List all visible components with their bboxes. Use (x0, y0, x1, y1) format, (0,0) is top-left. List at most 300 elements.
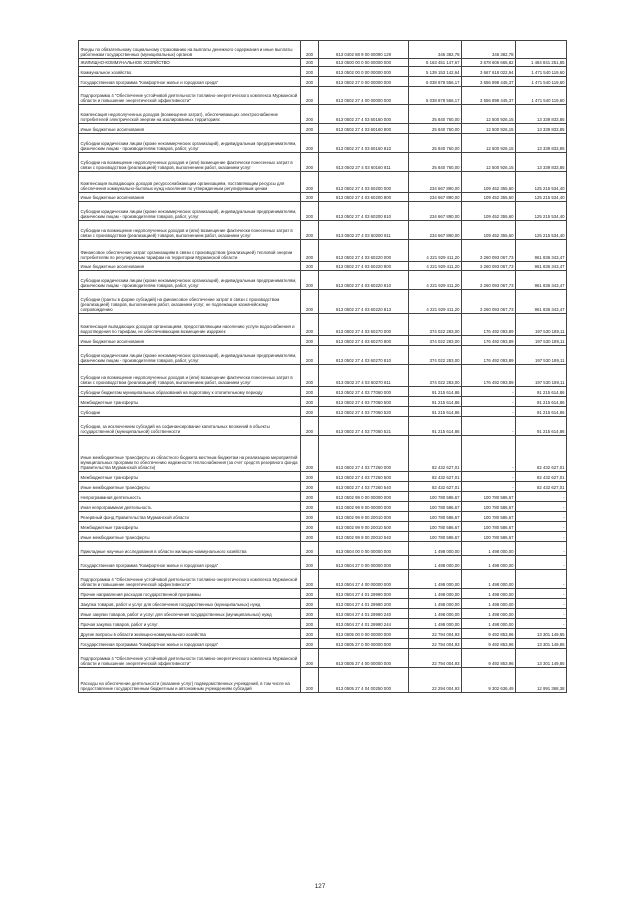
row-code-cell: 813 0502 99 9 00 00000 000 (319, 502, 409, 512)
row-unexecuted-amount-cell: - (516, 512, 567, 522)
row-name-cell: Субсидии юридическим лицам (кроме некоммерческих организаций), индивидуальным предпринимателям, физическим лицам - производителям товаров, работ, услуг (79, 134, 301, 153)
row-executed-amount-cell: 176 492 093,89 (462, 365, 516, 387)
row-code-cell: 813 0504 27 4 00 00000 000 (319, 570, 409, 589)
table-row (79, 77, 567, 87)
row-name-cell: Субсидии на возмещение недополученных доходов и (или) возмещение фактически понесенных затрат в связи с производством (реализацией) товаров, выполнением работ, оказанием услуг (79, 221, 301, 240)
row-name-cell: Субсидии юридическим лицам (кроме некоммерческих организаций), индивидуальным предпринимателям, физическим лицам - производителям товаров, работ, услуг (79, 271, 301, 290)
row-approved-amount-cell: 25 840 760,00 (409, 124, 462, 134)
row-executed-amount-cell: 9 492 853,96 (462, 629, 516, 639)
row-code-cell: 813 0500 00 0 00 00000 000 (319, 59, 409, 67)
row-code-cell: 813 0504 27 4 01 29990 200 (319, 599, 409, 609)
row-kvr-cell: 200 (301, 556, 319, 570)
table-row (79, 639, 567, 649)
row-unexecuted-amount-cell: - (516, 492, 567, 502)
row-executed-amount-cell: 9 302 636,49 (462, 668, 516, 693)
row-name-cell: Субсидии, за исключением субсидий на софинансирование капитальных вложений в объекты государственной (муниципальной) собственности (79, 417, 301, 436)
row-executed-amount-cell: 12 500 926,15 (462, 105, 516, 124)
row-unexecuted-amount-cell: 13 301 149,85 (516, 649, 567, 668)
row-code-cell: 813 0505 00 0 00 00000 000 (319, 629, 409, 639)
row-unexecuted-amount-cell: 13 339 833,85 (516, 124, 567, 134)
row-approved-amount-cell: 91 215 614,86 (409, 417, 462, 436)
row-kvr-cell: 200 (301, 609, 319, 619)
row-code-cell: 813 0502 27 4 03 60160 000 (319, 105, 409, 124)
row-executed-amount-cell: 100 780 586,67 (462, 512, 516, 522)
row-executed-amount-cell: 1 498 000,00 (462, 619, 516, 629)
table-row (79, 346, 567, 365)
row-executed-amount-cell: 12 500 926,15 (462, 134, 516, 153)
row-executed-amount-cell: - (462, 472, 516, 482)
row-code-cell: 813 0502 27 4 03 60200 811 (319, 221, 409, 240)
row-kvr-cell: 200 (301, 67, 319, 77)
table-row (79, 397, 567, 407)
row-code-cell: 813 0502 99 9 00 20010 500 (319, 522, 409, 532)
row-kvr-cell: 200 (301, 397, 319, 407)
row-approved-amount-cell: 1 498 000,00 (409, 556, 462, 570)
row-code-cell: 813 0502 27 4 03 77260 500 (319, 472, 409, 482)
row-kvr-cell: 200 (301, 77, 319, 87)
table-row (79, 387, 567, 397)
row-name-cell: Компенсация недополученных доходов (возмещение затрат), обеспечивающих электроснабжение потребителей электрической энергии на изолированных территориях (79, 105, 301, 124)
row-approved-amount-cell: 5 038 878 556,17 (409, 87, 462, 105)
row-name-cell: Фонды по обязательному социальному страхованию на выплаты денежного содержания и иные выплаты работникам государственных (муниципальных) органов (79, 41, 301, 59)
table-row (79, 59, 567, 67)
row-name-cell: Субсидии на возмещение недополученных доходов и (или) возмещение фактически понесенных затрат в связи с производством (реализацией) товаров, выполнением работ, оказанием услуг (79, 153, 301, 172)
row-executed-amount-cell: - (462, 387, 516, 397)
row-name-cell: Субсидии юридическим лицам (кроме некоммерческих организаций), индивидуальным предпринимателям, физическим лицам - производителям товаров, работ, услуг (79, 202, 301, 221)
row-unexecuted-amount-cell: 82 432 627,01 (516, 482, 567, 492)
table-row (79, 407, 567, 417)
row-approved-amount-cell: 100 780 586,67 (409, 512, 462, 522)
row-kvr-cell: 200 (301, 417, 319, 436)
row-code-cell: 813 0502 27 4 03 60270 811 (319, 365, 409, 387)
row-approved-amount-cell: 22 794 004,93 (409, 629, 462, 639)
row-unexecuted-amount-cell: 13 339 833,85 (516, 153, 567, 172)
table-row (79, 589, 567, 599)
row-kvr-cell: 200 (301, 336, 319, 346)
row-approved-amount-cell: 1 498 000,00 (409, 589, 462, 599)
row-approved-amount-cell: 374 022 283,00 (409, 336, 462, 346)
row-kvr-cell: 200 (301, 262, 319, 271)
row-executed-amount-cell: - (462, 417, 516, 436)
row-executed-amount-cell: 3 556 898 445,37 (462, 87, 516, 105)
row-kvr-cell: 200 (301, 124, 319, 134)
row-name-cell: Субсидии юридическим лицам (кроме некоммерческих организаций), индивидуальным предпринимателям, физическим лицам - производителям товаров, работ, услуг (79, 346, 301, 365)
row-executed-amount-cell: 1 498 000,00 (462, 589, 516, 599)
table-row (79, 290, 567, 314)
row-code-cell: 813 0502 27 4 03 60270 000 (319, 314, 409, 336)
row-unexecuted-amount-cell: 13 339 833,85 (516, 105, 567, 124)
table-row (79, 436, 567, 472)
row-code-cell: 813 0502 27 4 00 00000 000 (319, 87, 409, 105)
row-approved-amount-cell: 1 498 000,00 (409, 619, 462, 629)
row-name-cell: Субсидии (79, 407, 301, 417)
row-approved-amount-cell: 5 163 451 147,67 (409, 59, 462, 67)
row-code-cell: 813 0504 27 0 00 00000 000 (319, 556, 409, 570)
row-name-cell: Подпрограмма 4 "Обеспечение устойчивой деятельности топливно-энергетического комплекса Мурманской области и повышение энергетической эффективности" (79, 570, 301, 589)
table-row (79, 512, 567, 522)
table-row (79, 221, 567, 240)
row-name-cell: Подпрограмма 4 "Обеспечение устойчивой деятельности топливно-энергетического комплекса Мурманской области и повышение энергетической эффективности" (79, 649, 301, 668)
row-code-cell: 813 0502 00 0 00 00000 000 (319, 67, 409, 77)
row-name-cell: Непрограммная деятельность (79, 492, 301, 502)
row-executed-amount-cell: 9 492 853,96 (462, 639, 516, 649)
row-kvr-cell: 200 (301, 532, 319, 542)
table-row (79, 556, 567, 570)
row-kvr-cell: 200 (301, 172, 319, 193)
row-name-cell: Другие вопросы в области жилищно-коммунального хозяйства (79, 629, 301, 639)
row-code-cell: 813 0502 27 4 03 60200 800 (319, 193, 409, 202)
row-kvr-cell: 200 (301, 59, 319, 67)
row-name-cell: Прочие направления расходов государственной программы (79, 589, 301, 599)
row-kvr-cell: 200 (301, 346, 319, 365)
page-number: 127 (314, 883, 326, 890)
row-code-cell: 813 0502 27 4 03 77060 520 (319, 407, 409, 417)
row-executed-amount-cell: 1 498 000,00 (462, 570, 516, 589)
table-row (79, 240, 567, 262)
row-name-cell: Государственная программа "Комфортное жилье и городская среда" (79, 77, 301, 87)
row-approved-amount-cell: 234 667 890,00 (409, 221, 462, 240)
row-approved-amount-cell: 25 840 760,00 (409, 153, 462, 172)
row-executed-amount-cell: 100 780 586,67 (462, 492, 516, 502)
row-approved-amount-cell: 100 780 586,67 (409, 502, 462, 512)
row-approved-amount-cell: 100 780 586,67 (409, 532, 462, 542)
row-executed-amount-cell: 109 452 355,60 (462, 202, 516, 221)
row-code-cell: 813 0505 27 4 04 00250 000 (319, 668, 409, 693)
row-unexecuted-amount-cell: 82 432 627,01 (516, 472, 567, 482)
row-approved-amount-cell: 1 498 000,00 (409, 599, 462, 609)
table-row (79, 262, 567, 271)
row-code-cell: 813 0505 27 0 00 00000 000 (319, 639, 409, 649)
table-row (79, 172, 567, 193)
row-executed-amount-cell: 1 498 000,00 (462, 556, 516, 570)
row-unexecuted-amount-cell: - (516, 542, 567, 556)
row-name-cell: Резервный фонд Правительства Мурманской области (79, 512, 301, 522)
row-approved-amount-cell: 100 780 586,67 (409, 522, 462, 532)
row-kvr-cell: 200 (301, 193, 319, 202)
row-approved-amount-cell: 1 498 000,00 (409, 609, 462, 619)
row-approved-amount-cell: 374 022 283,00 (409, 365, 462, 387)
row-kvr-cell: 200 (301, 589, 319, 599)
row-name-cell: Межбюджетные трансферты (79, 522, 301, 532)
row-unexecuted-amount-cell: 197 530 189,11 (516, 346, 567, 365)
row-name-cell: Прочая закупка товаров, работ и услуг (79, 619, 301, 629)
row-kvr-cell: 200 (301, 41, 319, 59)
row-unexecuted-amount-cell: 125 215 534,40 (516, 193, 567, 202)
row-unexecuted-amount-cell: - (516, 502, 567, 512)
table-row (79, 67, 567, 77)
row-unexecuted-amount-cell: 961 836 343,47 (516, 271, 567, 290)
row-kvr-cell: 200 (301, 649, 319, 668)
row-name-cell: Межбюджетные трансферты (79, 472, 301, 482)
row-unexecuted-amount-cell: 961 836 343,47 (516, 262, 567, 271)
row-name-cell: Иные межбюджетные трансферты из областного бюджета местным бюджетам на реализацию мероприятий муниципальных программ по обеспечению надежности теплоснабжения (за счет средств резервного фонда Правительства Мурманской области) (79, 436, 301, 472)
row-unexecuted-amount-cell: - (516, 609, 567, 619)
row-executed-amount-cell: - (462, 407, 516, 417)
row-executed-amount-cell: 100 780 586,67 (462, 522, 516, 532)
row-kvr-cell: 200 (301, 629, 319, 639)
row-kvr-cell: 200 (301, 87, 319, 105)
row-approved-amount-cell: 91 215 614,86 (409, 387, 462, 397)
table-row (79, 609, 567, 619)
row-unexecuted-amount-cell: 91 215 614,86 (516, 387, 567, 397)
row-executed-amount-cell: 3 556 898 445,37 (462, 77, 516, 87)
row-name-cell: Расходы на обеспечение деятельности (оказание услуг) подведомственных учреждений, в том числе на предоставление государственным бюджетным и автономным учреждениям субсидий (79, 668, 301, 693)
table-row (79, 619, 567, 629)
budget-table-body (79, 41, 567, 693)
row-name-cell: Межбюджетные трансферты (79, 397, 301, 407)
table-row (79, 271, 567, 290)
row-unexecuted-amount-cell: 13 301 149,85 (516, 629, 567, 639)
row-code-cell: 813 0502 27 4 03 60220 810 (319, 271, 409, 290)
row-executed-amount-cell: 1 498 000,00 (462, 609, 516, 619)
row-kvr-cell: 200 (301, 472, 319, 482)
row-executed-amount-cell: - (462, 397, 516, 407)
row-approved-amount-cell: 82 432 627,01 (409, 436, 462, 472)
row-kvr-cell: 200 (301, 639, 319, 649)
table-row (79, 542, 567, 556)
row-unexecuted-amount-cell: 197 530 189,11 (516, 336, 567, 346)
row-name-cell: Субсидии (гранты в форме субсидий) на финансовое обеспечение затрат в связи с производством (реализацией) товаров, выполнением работ, оказанием услуг, не подлежащие казначейскому сопровождению (79, 290, 301, 314)
row-approved-amount-cell: 82 432 627,01 (409, 482, 462, 492)
row-unexecuted-amount-cell: - (516, 522, 567, 532)
row-kvr-cell: 200 (301, 599, 319, 609)
table-row (79, 153, 567, 172)
row-executed-amount-cell: 3 260 093 067,73 (462, 271, 516, 290)
row-executed-amount-cell: 346 382,78 (462, 41, 516, 59)
row-code-cell: 813 0502 27 4 03 77060 500 (319, 397, 409, 407)
table-row (79, 336, 567, 346)
row-name-cell: Иные межбюджетные трансферты (79, 532, 301, 542)
row-executed-amount-cell: 12 500 926,15 (462, 153, 516, 172)
row-name-cell: Финансовое обеспечение затрат организациям в связи с производством (реализацией) тепловой энергии потребителям по регулируемым тарифам на территории Мурманской области (79, 240, 301, 262)
row-code-cell: 813 0502 27 4 03 60270 800 (319, 336, 409, 346)
row-name-cell: Субсидии бюджетам муниципальных образований на подготовку к отопительному периоду (79, 387, 301, 397)
row-kvr-cell: 200 (301, 668, 319, 693)
table-row (79, 532, 567, 542)
row-kvr-cell: 200 (301, 502, 319, 512)
row-code-cell: 813 0502 27 4 03 77260 540 (319, 482, 409, 492)
row-name-cell: Компенсация выпадающих доходов ресурсоснабжающим организациям, поставляющим ресурсы для обеспечения коммунально-бытовых нужд населения по утвержденным регулируемым ценам (79, 172, 301, 193)
table-row (79, 314, 567, 336)
row-unexecuted-amount-cell: 12 991 368,38 (516, 668, 567, 693)
row-unexecuted-amount-cell: 125 215 534,40 (516, 172, 567, 193)
row-executed-amount-cell: 1 498 000,00 (462, 542, 516, 556)
row-executed-amount-cell: 12 500 926,15 (462, 124, 516, 134)
row-approved-amount-cell: 1 498 000,00 (409, 570, 462, 589)
row-unexecuted-amount-cell: 125 215 534,40 (516, 202, 567, 221)
row-name-cell: Компенсация выпадающих доходов организациям, предоставляющим населению услуги водоснабжения и водоотведения по тарифам, не обеспечивающим возмещение издержек (79, 314, 301, 336)
row-executed-amount-cell: 3 667 618 022,94 (462, 67, 516, 77)
table-row (79, 649, 567, 668)
row-unexecuted-amount-cell: 1 471 540 119,60 (516, 77, 567, 87)
row-name-cell: Иные бюджетные ассигнования (79, 336, 301, 346)
table-row (79, 502, 567, 512)
row-unexecuted-amount-cell: 1 471 540 119,60 (516, 67, 567, 77)
row-unexecuted-amount-cell: - (516, 619, 567, 629)
row-executed-amount-cell: 100 780 586,67 (462, 532, 516, 542)
table-row (79, 522, 567, 532)
row-kvr-cell: 200 (301, 105, 319, 124)
row-executed-amount-cell: 9 492 853,96 (462, 649, 516, 668)
row-code-cell: 813 0502 27 4 03 77260 000 (319, 436, 409, 472)
row-kvr-cell: 200 (301, 387, 319, 397)
row-kvr-cell: 200 (301, 202, 319, 221)
row-unexecuted-amount-cell: - (516, 599, 567, 609)
row-executed-amount-cell: - (462, 482, 516, 492)
row-code-cell: 813 0502 27 0 00 00000 000 (319, 77, 409, 87)
row-name-cell: Государственная программа "Комфортное жилье и городская среда" (79, 639, 301, 649)
row-code-cell: 813 0502 27 4 03 60270 810 (319, 346, 409, 365)
row-approved-amount-cell: 22 794 004,93 (409, 639, 462, 649)
row-name-cell: Государственная программа "Комфортное жилье и городская среда" (79, 556, 301, 570)
row-kvr-cell: 200 (301, 522, 319, 532)
row-unexecuted-amount-cell (516, 41, 567, 59)
row-approved-amount-cell: 374 022 283,00 (409, 346, 462, 365)
row-kvr-cell: 200 (301, 290, 319, 314)
row-kvr-cell: 200 (301, 134, 319, 153)
row-executed-amount-cell: 100 780 586,67 (462, 502, 516, 512)
row-unexecuted-amount-cell: 1 484 841 251,85 (516, 59, 567, 67)
table-row (79, 599, 567, 609)
row-name-cell: Иные бюджетные ассигнования (79, 262, 301, 271)
table-row (79, 41, 567, 59)
row-approved-amount-cell: 4 221 929 411,20 (409, 262, 462, 271)
table-row (79, 482, 567, 492)
row-executed-amount-cell: 176 492 093,89 (462, 314, 516, 336)
row-approved-amount-cell: 4 221 929 411,20 (409, 290, 462, 314)
row-code-cell: 813 0505 27 4 00 00000 000 (319, 649, 409, 668)
row-unexecuted-amount-cell: 197 530 189,11 (516, 314, 567, 336)
row-approved-amount-cell: 91 215 614,86 (409, 407, 462, 417)
row-code-cell: 813 0502 27 4 03 60160 810 (319, 134, 409, 153)
row-code-cell: 813 0502 27 4 03 77060 000 (319, 387, 409, 397)
table-row (79, 87, 567, 105)
row-name-cell: Субсидии на возмещение недополученных доходов и (или) возмещение фактически понесенных затрат в связи с производством (реализацией) товаров, выполнением работ, оказанием услуг (79, 365, 301, 387)
row-code-cell: 813 0402 88 9 00 00090 129 (319, 41, 409, 59)
row-executed-amount-cell: 1 498 000,00 (462, 599, 516, 609)
row-kvr-cell: 200 (301, 240, 319, 262)
row-code-cell: 813 0502 99 9 00 20010 540 (319, 532, 409, 542)
row-code-cell: 813 0502 27 4 03 60160 811 (319, 153, 409, 172)
row-name-cell: Иные закупки товаров, работ и услуг для обеспечения государственных (муниципальных) нужд (79, 609, 301, 619)
row-kvr-cell: 200 (301, 619, 319, 629)
row-executed-amount-cell: 3 260 093 067,73 (462, 290, 516, 314)
row-executed-amount-cell: 3 678 606 665,82 (462, 59, 516, 67)
row-unexecuted-amount-cell: 13 339 833,85 (516, 134, 567, 153)
row-unexecuted-amount-cell: - (516, 589, 567, 599)
budget-table (78, 40, 567, 693)
row-approved-amount-cell: 234 667 890,00 (409, 202, 462, 221)
row-kvr-cell: 200 (301, 436, 319, 472)
row-code-cell: 813 0502 99 9 00 20010 000 (319, 512, 409, 522)
row-name-cell: Подпрограмма 4 "Обеспечение устойчивой деятельности топливно-энергетического комплекса Мурманской области и повышение энергетической эффективности" (79, 87, 301, 105)
row-approved-amount-cell: 234 667 890,00 (409, 172, 462, 193)
table-row (79, 134, 567, 153)
row-executed-amount-cell: 109 452 355,60 (462, 221, 516, 240)
row-unexecuted-amount-cell: - (516, 570, 567, 589)
table-row (79, 193, 567, 202)
row-unexecuted-amount-cell: 197 530 189,11 (516, 365, 567, 387)
row-name-cell: Коммунальное хозяйство (79, 67, 301, 77)
row-code-cell: 813 0502 27 4 03 60200 810 (319, 202, 409, 221)
row-executed-amount-cell: 176 492 093,89 (462, 336, 516, 346)
row-unexecuted-amount-cell: - (516, 556, 567, 570)
row-code-cell: 813 0504 00 0 00 00000 000 (319, 542, 409, 556)
row-unexecuted-amount-cell: 82 432 627,01 (516, 436, 567, 472)
table-row (79, 668, 567, 693)
row-approved-amount-cell: 100 780 586,67 (409, 492, 462, 502)
table-row (79, 202, 567, 221)
table-row (79, 472, 567, 482)
row-kvr-cell: 200 (301, 365, 319, 387)
row-kvr-cell: 200 (301, 542, 319, 556)
row-approved-amount-cell: 4 221 929 411,20 (409, 240, 462, 262)
row-approved-amount-cell: 22 294 004,93 (409, 668, 462, 693)
row-name-cell: Иные межбюджетные трансферты (79, 482, 301, 492)
row-approved-amount-cell: 5 139 153 142,64 (409, 67, 462, 77)
row-executed-amount-cell: 3 260 093 067,73 (462, 240, 516, 262)
table-row (79, 365, 567, 387)
row-name-cell: Иные бюджетные ассигнования (79, 193, 301, 202)
row-unexecuted-amount-cell: 961 836 343,47 (516, 290, 567, 314)
row-approved-amount-cell: 25 840 760,00 (409, 134, 462, 153)
row-executed-amount-cell: 109 452 355,60 (462, 193, 516, 202)
row-unexecuted-amount-cell: 1 471 540 119,60 (516, 87, 567, 105)
row-kvr-cell: 200 (301, 482, 319, 492)
row-executed-amount-cell: 109 452 355,60 (462, 172, 516, 193)
row-approved-amount-cell: 234 667 890,00 (409, 193, 462, 202)
row-name-cell: ЖИЛИЩНО-КОММУНАЛЬНОЕ ХОЗЯЙСТВО (79, 59, 301, 67)
table-row (79, 629, 567, 639)
row-kvr-cell: 200 (301, 221, 319, 240)
table-row (79, 570, 567, 589)
row-code-cell: 813 0502 27 4 03 60220 000 (319, 240, 409, 262)
row-approved-amount-cell: 82 432 627,01 (409, 472, 462, 482)
row-kvr-cell: 200 (301, 407, 319, 417)
row-code-cell: 813 0502 27 4 03 60220 813 (319, 290, 409, 314)
row-name-cell: Иные бюджетные ассигнования (79, 124, 301, 134)
row-code-cell: 813 0502 27 4 03 60200 000 (319, 172, 409, 193)
row-unexecuted-amount-cell: 961 836 343,47 (516, 240, 567, 262)
row-code-cell: 813 0502 27 4 03 60220 800 (319, 262, 409, 271)
row-unexecuted-amount-cell: 125 215 534,40 (516, 221, 567, 240)
table-row (79, 105, 567, 124)
row-kvr-cell: 200 (301, 512, 319, 522)
row-executed-amount-cell: - (462, 436, 516, 472)
row-code-cell: 813 0504 27 4 01 29990 000 (319, 589, 409, 599)
row-unexecuted-amount-cell: 13 301 149,85 (516, 639, 567, 649)
row-approved-amount-cell: 1 498 000,00 (409, 542, 462, 556)
row-unexecuted-amount-cell: 91 215 614,86 (516, 417, 567, 436)
row-name-cell: Иная непрограммная деятельность (79, 502, 301, 512)
table-row (79, 492, 567, 502)
row-code-cell: 813 0504 27 4 01 29990 244 (319, 619, 409, 629)
row-unexecuted-amount-cell: - (516, 532, 567, 542)
row-kvr-cell: 200 (301, 314, 319, 336)
row-kvr-cell: 200 (301, 153, 319, 172)
row-unexecuted-amount-cell: 91 215 614,86 (516, 407, 567, 417)
row-code-cell: 813 0502 99 0 00 00000 000 (319, 492, 409, 502)
row-code-cell: 813 0502 27 4 03 77060 521 (319, 417, 409, 436)
row-executed-amount-cell: 3 260 093 067,73 (462, 262, 516, 271)
row-unexecuted-amount-cell: 91 215 614,86 (516, 397, 567, 407)
row-approved-amount-cell: 4 221 929 411,20 (409, 271, 462, 290)
row-approved-amount-cell: 5 038 878 556,17 (409, 77, 462, 87)
row-executed-amount-cell: 176 492 093,89 (462, 346, 516, 365)
row-name-cell: Прикладные научные исследования в области жилищно-коммунального хозяйства (79, 542, 301, 556)
row-approved-amount-cell: 25 840 760,00 (409, 105, 462, 124)
table-row (79, 124, 567, 134)
